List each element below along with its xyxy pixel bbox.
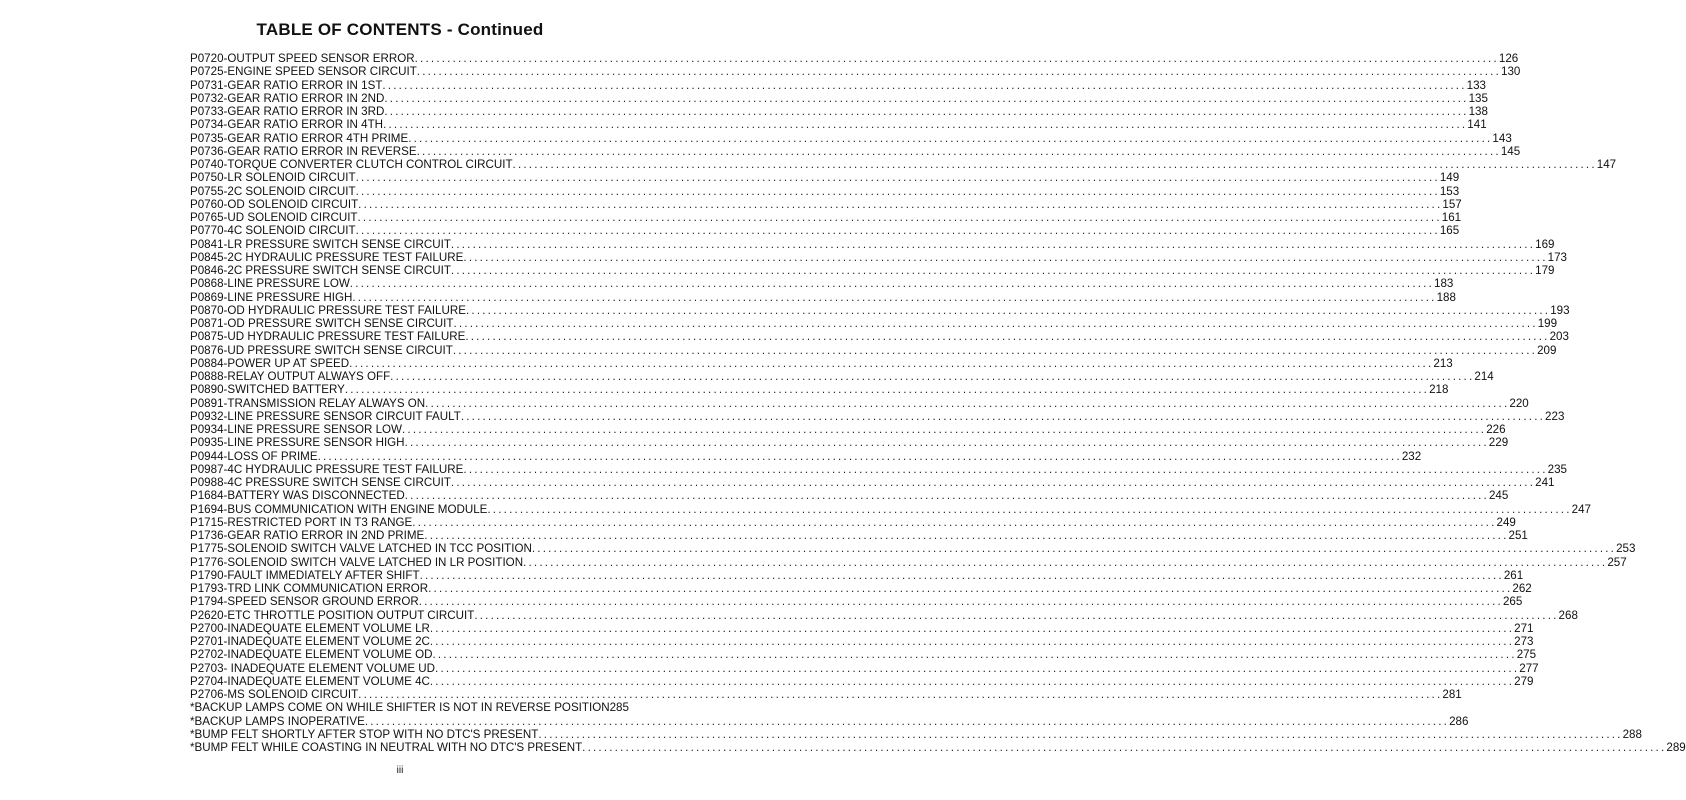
dot-leader: ........................................................................................................................................................................................................ (432, 648, 1517, 662)
toc-entry[interactable] (190, 674, 1534, 688)
toc-entry-page: 271 (1514, 621, 1534, 635)
toc-entry[interactable] (190, 741, 1686, 754)
toc-entry[interactable] (190, 356, 1453, 370)
toc-entry-title: P0845-2C HYDRAULIC PRESSURE TEST FAILURE (190, 250, 464, 264)
toc-entry-title: P0876-UD PRESSURE SWITCH SENSE CIRCUIT (190, 343, 453, 357)
toc-entry-page: 135 (1468, 91, 1488, 105)
dot-leader: ........................................................................................................................................................................................................ (450, 476, 1536, 489)
toc-entry-page: 126 (1498, 52, 1519, 65)
toc-entry[interactable] (190, 250, 1567, 264)
toc-entry[interactable] (190, 78, 1486, 92)
toc-entry[interactable] (190, 489, 1509, 503)
toc-entry-page: 241 (1535, 476, 1555, 489)
toc-entry[interactable] (190, 476, 1555, 489)
toc-entry-title: P0888-RELAY OUTPUT ALWAYS OFF (190, 370, 391, 383)
toc-entry-page: 143 (1492, 131, 1512, 145)
toc-entry-title: P0891-TRANSMISSION RELAY ALWAYS ON (190, 396, 426, 410)
toc-entry-title: P0846-2C PRESSURE SWITCH SENSE CIRCUIT (190, 264, 451, 277)
dot-leader: ........................................................................................................................................................................................................ (355, 171, 1440, 185)
toc-entry-page: 262 (1512, 582, 1532, 595)
toc-entry[interactable] (190, 171, 1460, 185)
toc-entry-title: P0932-LINE PRESSURE SENSOR CIRCUIT FAULT (190, 409, 461, 423)
toc-entry-page: 173 (1547, 250, 1567, 264)
toc-entry-title: P0733-GEAR RATIO ERROR IN 3RD (190, 105, 385, 118)
dot-leader: ........................................................................................................................................................................................................ (452, 343, 1538, 357)
toc-entry-page: 209 (1537, 343, 1557, 357)
toc-entry[interactable] (190, 370, 1494, 383)
toc-entry[interactable] (190, 264, 1555, 277)
toc-entry-page: 232 (1401, 449, 1422, 463)
dot-leader: ........................................................................................................................................................................................................ (474, 608, 1559, 622)
dot-leader: ........................................................................................................................................................................................................ (382, 78, 1467, 92)
toc-entry-title: P1793-TRD LINK COMMUNICATION ERROR (190, 582, 429, 595)
toc-entry[interactable] (190, 290, 1456, 304)
toc-entry[interactable] (190, 317, 1558, 330)
dot-leader: ........................................................................................................................................................................................................ (460, 409, 1546, 423)
toc-entry-page: 261 (1503, 568, 1524, 582)
toc-entry-title: P0720-OUTPUT SPEED SENSOR ERROR (190, 52, 415, 65)
toc-entry-title: P0890-SWITCHED BATTERY (190, 383, 345, 397)
toc-entry-title: P1790-FAULT IMMEDIATELY AFTER SHIFT (190, 568, 420, 582)
toc-entry[interactable] (190, 211, 1462, 224)
toc-entry-page: 213 (1433, 356, 1453, 370)
toc-entry-title: P0755-2C SOLENOID CIRCUIT (190, 184, 356, 198)
toc-entry-title: P0740-TORQUE CONVERTER CLUTCH CONTROL CIRCUIT (190, 158, 513, 171)
dot-leader: ........................................................................................................................................................................................................ (424, 529, 1509, 542)
toc-entry-page: 141 (1467, 118, 1487, 132)
dot-leader: ........................................................................................................................................................................................................ (357, 211, 1442, 224)
dot-leader: ........................................................................................................................................................................................................ (383, 118, 1468, 132)
dot-leader: ........................................................................................................................................................................................................ (435, 661, 1520, 675)
dot-leader: ........................................................................................................................................................................................................ (317, 449, 1402, 463)
toc-entry[interactable] (190, 727, 1642, 741)
dot-leader: ........................................................................................................................................................................................................ (414, 52, 1499, 65)
toc-entry-title: P0765-UD SOLENOID CIRCUIT (190, 211, 358, 224)
toc-entry-title: P0944-LOSS OF PRIME (190, 449, 318, 463)
dot-leader: ........................................................................................................................................................................................................ (463, 462, 1548, 476)
toc-entry-title: P0731-GEAR RATIO ERROR IN 1ST (190, 78, 383, 92)
toc-entry-title: P2702-INADEQUATE ELEMENT VOLUME OD (190, 648, 433, 662)
toc-entry-title: P0736-GEAR RATIO ERROR IN REVERSE (190, 144, 417, 158)
toc-entry[interactable] (190, 52, 1519, 65)
toc-entry-page: 193 (1550, 303, 1570, 317)
toc-entry-page: 253 (1616, 542, 1636, 556)
dot-leader: ........................................................................................................................................................................................................ (384, 91, 1469, 105)
toc-entry-title: P0770-4C SOLENOID CIRCUIT (190, 224, 356, 238)
toc-entry-title: *BACKUP LAMPS INOPERATIVE (190, 714, 365, 728)
toc-entry-title: P0725-ENGINE SPEED SENSOR CIRCUIT (190, 65, 417, 79)
dot-leader: ........................................................................................................................................................................................................ (349, 356, 1434, 370)
toc-entry-title: P2701-INADEQUATE ELEMENT VOLUME 2C (190, 635, 430, 648)
toc-entry[interactable] (190, 462, 1567, 476)
toc-entry-page: 288 (1622, 727, 1642, 741)
dot-leader: ........................................................................................................................................................................................................ (404, 436, 1489, 450)
toc-entry-title: P0841-LR PRESSURE SWITCH SENSE CIRCUIT (190, 237, 451, 251)
toc-entry-title: P2704-INADEQUATE ELEMENT VOLUME 4C (190, 674, 430, 688)
toc-entry-title: P2620-ETC THROTTLE POSITION OUTPUT CIRCUIT (190, 608, 475, 622)
dot-leader: ........................................................................................................................................................................................................ (463, 250, 1548, 264)
dot-leader: ........................................................................................................................................................................................................ (401, 423, 1487, 436)
toc-entry-title: P0750-LR SOLENOID CIRCUIT (190, 171, 356, 185)
toc-entry-page: 214 (1474, 370, 1494, 383)
toc-entry-page: 157 (1442, 197, 1462, 211)
toc-entry-title: P0868-LINE PRESSURE LOW (190, 277, 350, 291)
toc-entry-title: P0875-UD HYDRAULIC PRESSURE TEST FAILURE (190, 330, 466, 344)
toc-entry-page: 285 (609, 701, 629, 715)
toc-entry-title: P0732-GEAR RATIO ERROR IN 2ND (190, 91, 385, 105)
dot-leader: ........................................................................................................................................................................................................ (352, 290, 1437, 304)
toc-entry-page: 275 (1516, 648, 1537, 662)
toc-entry[interactable] (190, 582, 1532, 595)
toc-entry-title: P1715-RESTRICTED PORT IN T3 RANGE (190, 515, 413, 529)
toc-entry[interactable] (190, 688, 1462, 701)
page-title: TABLE OF CONTENTS - Continued (256, 20, 544, 39)
toc-entry[interactable] (190, 277, 1454, 291)
toc-entry[interactable] (190, 502, 1591, 516)
toc-entry-title: P1794-SPEED SENSOR GROUND ERROR (190, 595, 419, 609)
toc-entry-page: 226 (1486, 423, 1506, 436)
dot-leader: ........................................................................................................................................................................................................ (450, 237, 1536, 251)
toc-entry[interactable] (190, 423, 1506, 436)
toc-entry[interactable] (190, 529, 1528, 542)
toc-entry-title: P0734-GEAR RATIO ERROR IN 4TH (190, 118, 384, 132)
toc-entry[interactable] (190, 343, 1557, 357)
toc-entry-page: 251 (1508, 529, 1528, 542)
toc-entry-page: 220 (1509, 396, 1529, 410)
dot-leader: ........................................................................................................................................................................................................ (408, 131, 1493, 145)
dot-leader: ........................................................................................................................................................................................................ (418, 595, 1503, 609)
toc-entry-page: 161 (1441, 211, 1462, 224)
toc-entry[interactable] (190, 436, 1509, 450)
dot-leader: ........................................................................................................................................................................................................ (531, 542, 1617, 556)
toc-entry-page: 245 (1488, 489, 1509, 503)
toc-entry-page: 257 (1607, 555, 1627, 569)
toc-entry[interactable] (190, 555, 1627, 569)
toc-entry-page: 277 (1519, 661, 1539, 675)
toc-entry-page: 235 (1547, 462, 1567, 476)
toc-entry-title: P2703- INADEQUATE ELEMENT VOLUME UD (190, 661, 436, 675)
toc-entry[interactable] (190, 595, 1523, 609)
dot-leader: ........................................................................................................................................................................................................ (582, 741, 1667, 754)
toc-entry[interactable] (190, 330, 1569, 344)
toc-entry[interactable] (190, 158, 1617, 171)
toc-entry-page: 273 (1514, 635, 1534, 648)
dot-leader: ........................................................................................................................................................................................................ (390, 370, 1475, 383)
dot-leader: ........................................................................................................................................................................................................ (358, 688, 1443, 701)
dot-leader: ........................................................................................................................................................................................................ (487, 502, 1572, 516)
dot-leader: ........................................................................................................................................................................................................ (523, 555, 1608, 569)
toc-entry-title: P2700-INADEQUATE ELEMENT VOLUME LR (190, 621, 430, 635)
toc-entry-page: 199 (1537, 317, 1558, 330)
toc-entry-page: 249 (1496, 515, 1516, 529)
toc-entry-page: 286 (1449, 714, 1469, 728)
toc-entry-page: 188 (1436, 290, 1456, 304)
toc-entry-title: P0988-4C PRESSURE SWITCH SENSE CIRCUIT (190, 476, 451, 489)
toc-entry-title: P1684-BATTERY WAS DISCONNECTED (190, 489, 405, 503)
toc-entry-page: 133 (1466, 78, 1486, 92)
toc-entry[interactable] (190, 105, 1488, 118)
dot-leader: ........................................................................................................................................................................................................ (450, 264, 1536, 277)
toc-entry[interactable] (190, 621, 1534, 635)
toc-entry-title: P0735-GEAR RATIO ERROR 4TH PRIME (190, 131, 409, 145)
toc-entry-page: 138 (1468, 105, 1488, 118)
toc-entry[interactable] (190, 515, 1516, 529)
toc-entry-page: 145 (1500, 144, 1521, 158)
toc-entry[interactable] (190, 197, 1462, 211)
toc-entry-title: P2706-MS SOLENOID CIRCUIT (190, 688, 359, 701)
toc-entry-page: 218 (1429, 383, 1449, 397)
toc-entry-page: 130 (1501, 65, 1521, 79)
toc-entry-title: P0869-LINE PRESSURE HIGH (190, 290, 353, 304)
toc-entry-page: 183 (1434, 277, 1454, 291)
toc-entry-title: P0884-POWER UP AT SPEED (190, 356, 350, 370)
toc-entry-title: *BUMP FELT WHILE COASTING IN NEUTRAL WITH NO DTC'S PRESENT (190, 741, 583, 754)
toc-entry-title: P0870-OD HYDRAULIC PRESSURE TEST FAILURE (190, 303, 466, 317)
toc-entry[interactable] (190, 661, 1539, 675)
toc-entry[interactable] (190, 144, 1521, 158)
toc-entry-title: P0987-4C HYDRAULIC PRESSURE TEST FAILURE (190, 462, 464, 476)
dot-leader: ........................................................................................................................................................................................................ (453, 317, 1538, 330)
toc-entry-title: P1736-GEAR RATIO ERROR IN 2ND PRIME (190, 529, 425, 542)
dot-leader: ........................................................................................................................................................................................................ (384, 105, 1469, 118)
toc-entry-page: 223 (1545, 409, 1565, 423)
dot-leader: ........................................................................................................................................................................................................ (416, 65, 1502, 79)
dot-leader: ........................................................................................................................................................................................................ (349, 277, 1435, 291)
toc-entry[interactable] (190, 65, 1521, 79)
dot-leader: ........................................................................................................................................................................................................ (358, 197, 1443, 211)
toc-entry-page: 265 (1502, 595, 1523, 609)
toc-entry[interactable] (190, 91, 1488, 105)
toc-entry-page: 281 (1442, 688, 1462, 701)
toc-entry-page: 268 (1558, 608, 1578, 622)
dot-leader: ........................................................................................................................................................................................................ (355, 184, 1440, 198)
toc-entry-title: P1775-SOLENOID SWITCH VALVE LATCHED IN TCC POSITION (190, 542, 532, 556)
toc-entry[interactable] (190, 542, 1636, 556)
page-number: iii (396, 765, 404, 776)
toc-entry[interactable] (190, 396, 1529, 410)
toc-entry-title: P0934-LINE PRESSURE SENSOR LOW (190, 423, 402, 436)
toc-entry-title: P0935-LINE PRESSURE SENSOR HIGH (190, 436, 405, 450)
dot-leader: ........................................................................................................................................................................................................ (425, 396, 1510, 410)
dot-leader: ........................................................................................................................................................................................................ (428, 582, 1513, 595)
toc-entry-page: 165 (1439, 224, 1460, 238)
dot-leader: ........................................................................................................................................................................................................ (429, 635, 1515, 648)
toc-entry-page: 149 (1439, 171, 1460, 185)
toc-entry-title: P1776-SOLENOID SWITCH VALVE LATCHED IN LR POSITION (190, 555, 524, 569)
dot-leader: ........................................................................................................................................................................................................ (416, 144, 1501, 158)
table-of-contents (190, 52, 1686, 754)
toc-entry[interactable] (190, 383, 1449, 397)
toc-entry-page: 153 (1439, 184, 1460, 198)
toc-entry-page: 279 (1514, 674, 1534, 688)
dot-leader: ........................................................................................................................................................................................................ (465, 330, 1550, 344)
toc-entry-page: 147 (1596, 158, 1617, 171)
toc-entry[interactable] (190, 701, 629, 715)
toc-entry[interactable] (190, 635, 1534, 648)
toc-entry[interactable] (190, 449, 1422, 463)
toc-entry[interactable] (190, 118, 1487, 132)
dot-leader: ........................................................................................................................................................................................................ (344, 383, 1430, 397)
toc-entry-title: P0871-OD PRESSURE SWITCH SENSE CIRCUIT (190, 317, 454, 330)
toc-entry[interactable] (190, 303, 1570, 317)
toc-entry[interactable] (190, 608, 1578, 622)
toc-entry[interactable] (190, 409, 1565, 423)
toc-entry-title: *BUMP FELT SHORTLY AFTER STOP WITH NO DTC'S PRESENT (190, 727, 539, 741)
dot-leader: ........................................................................................................................................................................................................ (355, 224, 1440, 238)
dot-leader: ........................................................................................................................................................................................................ (412, 515, 1497, 529)
toc-entry[interactable] (190, 224, 1460, 238)
toc-entry-title: *BACKUP LAMPS COME ON WHILE SHIFTER IS NOT IN REVERSE POSITION (190, 701, 610, 715)
toc-entry[interactable] (190, 648, 1537, 662)
toc-entry-title: P1694-BUS COMMUNICATION WITH ENGINE MODULE (190, 502, 488, 516)
dot-leader: ........................................................................................................................................................................................................ (538, 727, 1623, 741)
dot-leader: ........................................................................................................................................................................................................ (429, 621, 1515, 635)
toc-entry[interactable] (190, 568, 1524, 582)
dot-leader: ........................................................................................................................................................................................................ (364, 714, 1450, 728)
dot-leader: ........................................................................................................................................................................................................ (419, 568, 1504, 582)
toc-entry[interactable] (190, 131, 1512, 145)
dot-leader: ........................................................................................................................................................................................................ (404, 489, 1489, 503)
dot-leader: ........................................................................................................................................................................................................ (512, 158, 1597, 171)
toc-entry-title: P0760-OD SOLENOID CIRCUIT (190, 197, 359, 211)
toc-entry-page: 247 (1571, 502, 1591, 516)
dot-leader: ........................................................................................................................................................................................................ (465, 303, 1551, 317)
toc-entry-page: 229 (1488, 436, 1509, 450)
toc-entry[interactable] (190, 714, 1469, 728)
toc-entry-page: 179 (1535, 264, 1555, 277)
toc-entry[interactable] (190, 237, 1555, 251)
dot-leader: ........................................................................................................................................................................................................ (429, 674, 1515, 688)
toc-entry-page: 169 (1535, 237, 1555, 251)
toc-entry[interactable] (190, 184, 1460, 198)
toc-entry-page: 289 (1666, 741, 1686, 754)
toc-entry-page: 203 (1549, 330, 1569, 344)
